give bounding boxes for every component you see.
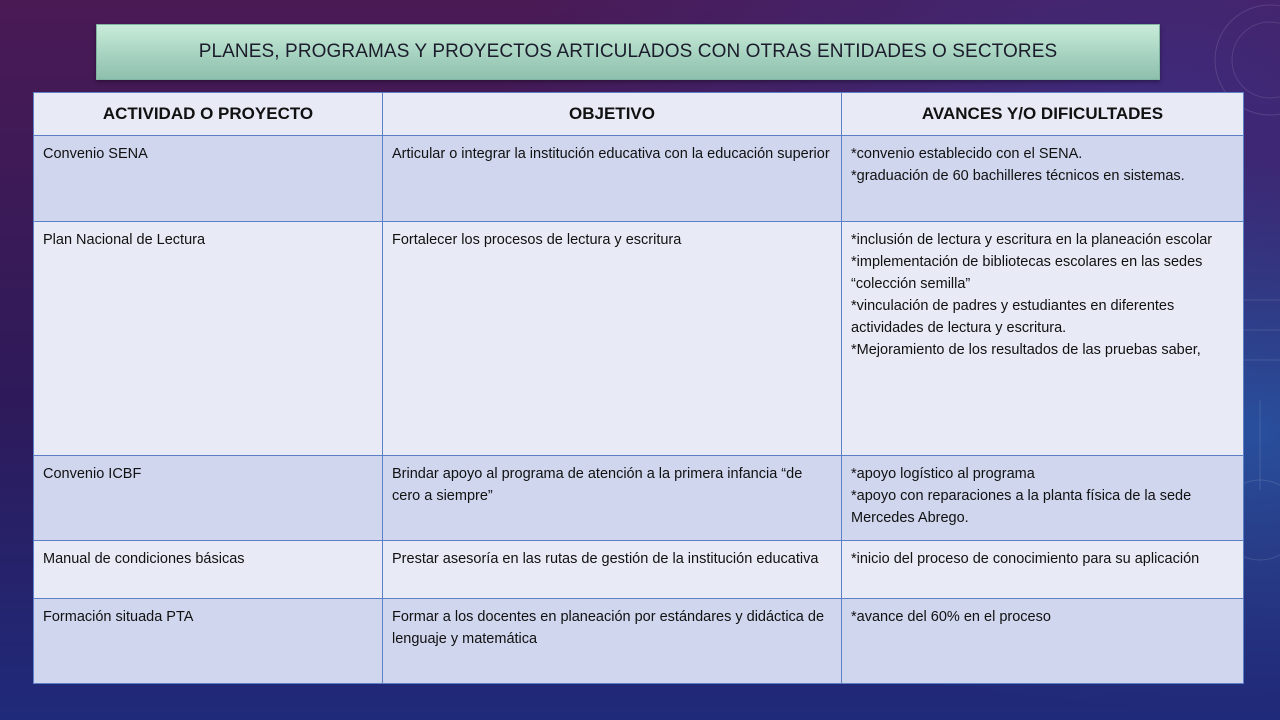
objective-cell: Prestar asesoría en las rutas de gestión de la institución educativa <box>383 541 842 599</box>
table-row <box>34 599 1244 684</box>
table-header-row <box>34 93 1244 136</box>
header-activity: ACTIVIDAD O PROYECTO <box>34 93 383 136</box>
objective-cell: Formar a los docentes en planeación por estándares y didáctica de lenguaje y matemática <box>383 599 842 684</box>
progress-line: *Mejoramiento de los resultados de las pruebas saber, <box>851 342 1201 358</box>
progress-line: *vinculación de padres y estudiantes en diferentes actividades de lectura y escritura. <box>851 298 1175 336</box>
table-row <box>34 136 1244 222</box>
progress-cell <box>842 136 1244 222</box>
progress-line: *avance del 60% en el proceso <box>851 609 1051 625</box>
table-row <box>34 222 1244 456</box>
objective-cell: Brindar apoyo al programa de atención a la primera infancia “de cero a siempre” <box>383 456 842 541</box>
projects-table <box>33 92 1244 684</box>
progress-cell <box>842 599 1244 684</box>
progress-line: *graduación de 60 bachilleres técnicos en sistemas. <box>851 168 1185 184</box>
progress-line: *implementación de bibliotecas escolares en las sedes “colección semilla” <box>851 254 1203 292</box>
objective-cell: Fortalecer los procesos de lectura y escritura <box>383 222 842 456</box>
progress-line: *apoyo con reparaciones a la planta física de la sede Mercedes Abrego. <box>851 488 1192 526</box>
slide-title-bar <box>96 24 1160 80</box>
progress-line: *inclusión de lectura y escritura en la planeación escolar <box>851 232 1213 248</box>
progress-cell <box>842 541 1244 599</box>
table-row <box>34 456 1244 541</box>
table-row <box>34 541 1244 599</box>
activity-cell: Convenio SENA <box>34 136 383 222</box>
activity-cell: Convenio ICBF <box>34 456 383 541</box>
progress-line: *convenio establecido con el SENA. <box>851 146 1083 162</box>
progress-line: *inicio del proceso de conocimiento para su aplicación <box>851 551 1200 567</box>
progress-cell <box>842 222 1244 456</box>
activity-cell: Plan Nacional de Lectura <box>34 222 383 456</box>
activity-cell: Manual de condiciones básicas <box>34 541 383 599</box>
slide-title: PLANES, PROGRAMAS Y PROYECTOS ARTICULADOS CON OTRAS ENTIDADES O SECTORES <box>198 41 1058 62</box>
activity-cell: Formación situada PTA <box>34 599 383 684</box>
progress-cell <box>842 456 1244 541</box>
header-objective: OBJETIVO <box>383 93 842 136</box>
header-progress: AVANCES Y/O DIFICULTADES <box>842 93 1244 136</box>
progress-line: *apoyo logístico al programa <box>851 466 1035 482</box>
objective-cell: Articular o integrar la institución educativa con la educación superior <box>383 136 842 222</box>
